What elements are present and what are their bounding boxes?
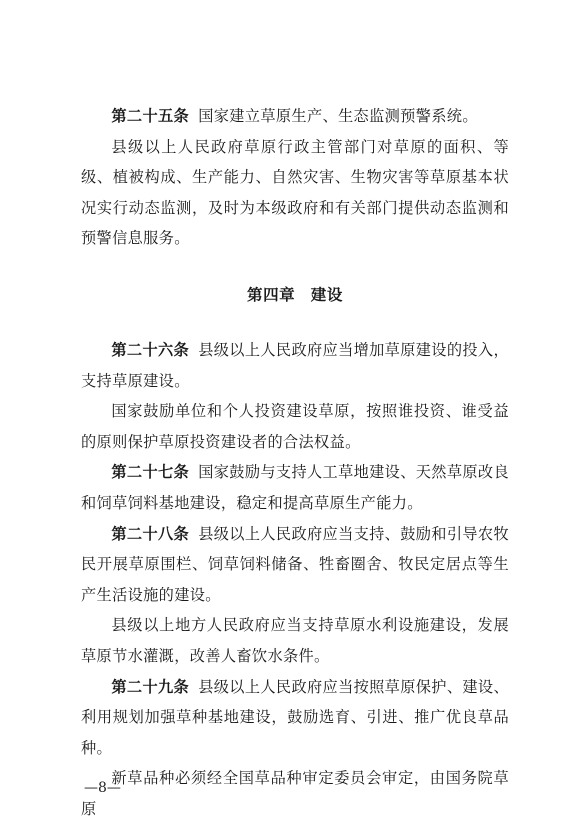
- article-26-text-1: 县级以上人民政府应当增加草原建设的投入，支持草原建设。: [81, 340, 510, 390]
- article-27-text-1: 国家鼓励与支持人工草地建设、天然草原改良和饲草饲料基地建设，稳定和提高草原生产能力。: [81, 463, 510, 512]
- article-28-text-1: 县级以上人民政府应当支持、鼓励和引导农牧民开展草原围栏、饲草饲料储备、牲畜圈舍、牧民定居点等生产生活设施的建设。: [81, 524, 510, 604]
- document-body: [81, 101, 509, 824]
- page-number: —8—: [84, 780, 121, 796]
- article-29-paragraph-2: 新草品种必须经全国草品种审定委员会审定，由国务院草原: [81, 769, 509, 818]
- chapter-heading: [81, 283, 509, 305]
- article-27-heading: 第二十七条: [111, 463, 190, 482]
- article-29-heading: 第二十九条: [111, 677, 190, 696]
- article-28-paragraph-1: [81, 519, 509, 611]
- article-29-paragraph-1: [81, 672, 509, 764]
- article-25-paragraph-2: 县级以上人民政府草原行政主管部门对草原的面积、等级、植被构成、生产能力、自然灾害、生物灾害等草原基本状况实行动态监测，及时为本级政府和有关部门提供动态监测和预警信息服务。: [81, 137, 509, 248]
- chapter-title: 建设: [310, 285, 343, 304]
- article-27-paragraph-1: [81, 457, 509, 518]
- article-25-text-1: 国家建立草原生产、生态监测预警系统。: [198, 107, 478, 125]
- article-26-heading: 第二十六条: [111, 340, 190, 359]
- article-26-paragraph-1: [81, 335, 509, 396]
- article-25-paragraph-1: [81, 101, 509, 132]
- article-28-heading: 第二十八条: [111, 524, 190, 543]
- article-25-heading: 第二十五条: [111, 107, 190, 125]
- article-28-paragraph-2: 县级以上地方人民政府应当支持草原水利设施建设，发展草原节水灌溉，改善人畜饮水条件。: [81, 616, 509, 665]
- article-29-text-1: 县级以上人民政府应当按照草原保护、建设、利用规划加强草种基地建设，鼓励选育、引进、推广优良草品种。: [81, 677, 510, 757]
- chapter-number: 第四章: [246, 285, 296, 304]
- article-26-paragraph-2: 国家鼓励单位和个人投资建设草原，按照谁投资、谁受益的原则保护草原投资建设者的合法权益。: [81, 402, 509, 451]
